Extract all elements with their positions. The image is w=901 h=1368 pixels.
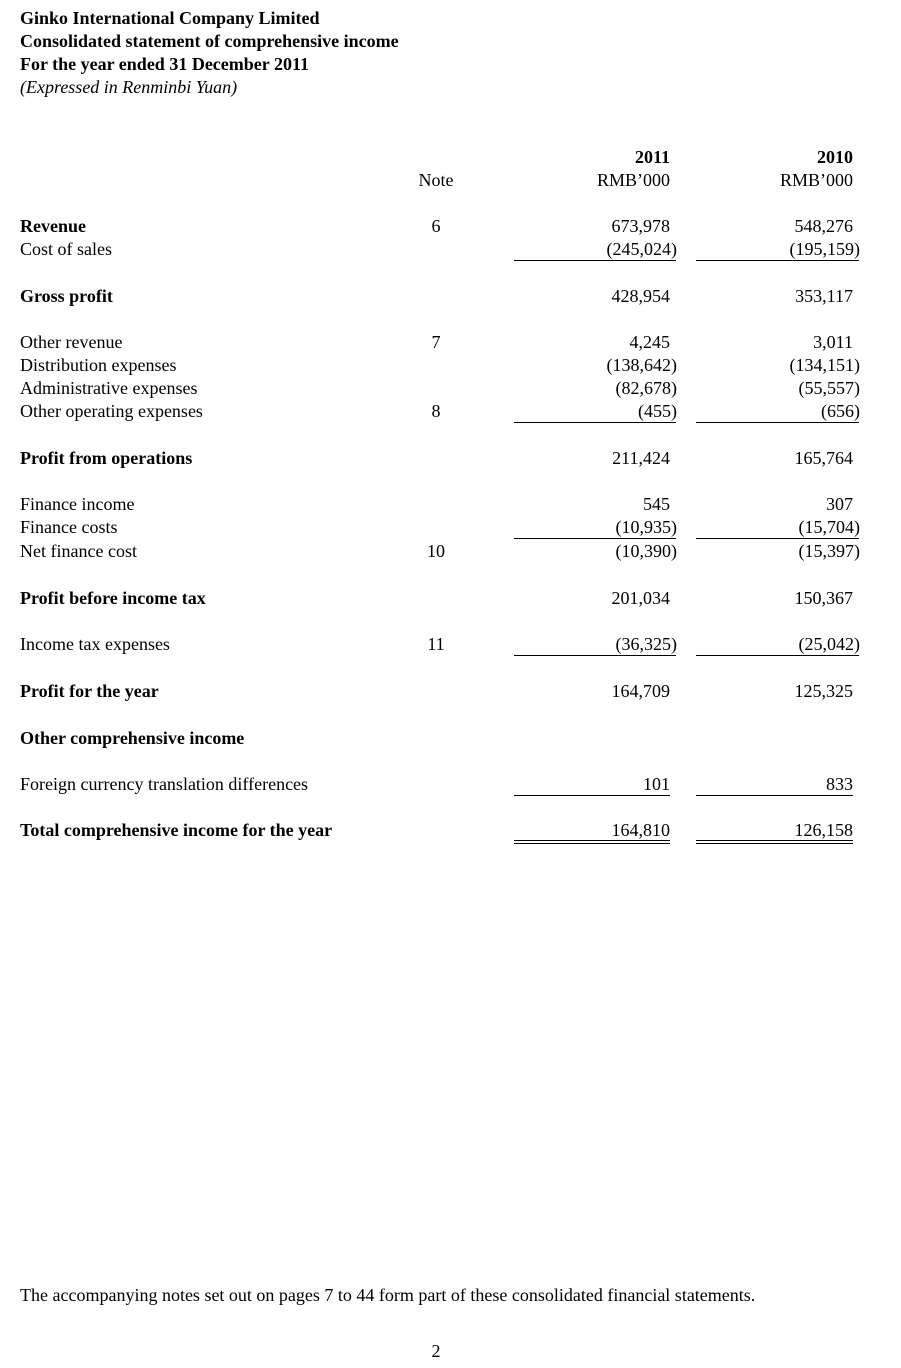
row-cost-of-sales — [0, 238, 901, 261]
row-profit-before-tax — [0, 587, 901, 610]
row-label: Profit from operations — [20, 448, 193, 468]
value-2011: 4,245 — [629, 332, 670, 352]
value-2010: (55,557) — [798, 378, 860, 398]
row-distribution-expenses — [0, 354, 901, 377]
value-2011: (10,390) — [615, 541, 677, 561]
value-2010: 353,117 — [795, 286, 853, 306]
column-unit-2011: RMB’000 — [596, 170, 670, 190]
subtotal-rule — [696, 260, 859, 261]
value-2010: (134,151) — [789, 355, 860, 375]
row-income-tax — [0, 633, 901, 656]
column-note: Note — [418, 170, 454, 190]
subtotal-rule — [696, 795, 853, 796]
row-label: Administrative expenses — [20, 378, 198, 398]
column-unit-2010: RMB’000 — [779, 170, 853, 190]
currency-note: (Expressed in Renminbi Yuan) — [20, 77, 238, 97]
row-profit-for-year — [0, 680, 901, 703]
footer-note: The accompanying notes set out on pages 7 to 44 form part of these consolidated financial statements. — [20, 1285, 756, 1305]
value-2011: 164,709 — [611, 681, 670, 701]
total-double-rule — [696, 840, 853, 841]
row-revenue — [0, 215, 901, 238]
row-administrative-expenses — [0, 377, 901, 400]
value-2010: 165,764 — [794, 448, 853, 468]
row-other-comprehensive-income-heading — [0, 727, 901, 750]
value-2010: 126,158 — [794, 820, 853, 840]
subtotal-rule — [514, 422, 676, 423]
value-2011: 545 — [643, 494, 670, 514]
total-double-rule — [514, 843, 670, 844]
row-other-operating-expenses — [0, 400, 901, 423]
value-2010: (15,397) — [798, 541, 860, 561]
row-other-revenue — [0, 331, 901, 354]
row-label: Net finance cost — [20, 541, 137, 561]
row-label: Distribution expenses — [20, 355, 177, 375]
row-gross-profit — [0, 285, 901, 308]
value-2010: (195,159) — [789, 239, 860, 259]
row-total-comprehensive-income — [0, 819, 901, 842]
row-label: Total comprehensive income for the year — [20, 820, 333, 840]
value-2010: (25,042) — [798, 634, 860, 654]
statement-title: Consolidated statement of comprehensive income — [20, 31, 399, 51]
value-2011: 211,424 — [612, 448, 670, 468]
row-label: Other comprehensive income — [20, 728, 245, 748]
value-2011: 673,978 — [611, 216, 670, 236]
value-2010: (15,704) — [798, 517, 860, 537]
row-label: Profit before income tax — [20, 588, 206, 608]
row-note: 7 — [431, 332, 441, 352]
row-profit-from-operations — [0, 447, 901, 470]
subtotal-rule — [514, 538, 676, 539]
value-2010: 3,011 — [813, 332, 853, 352]
column-year-2011: 2011 — [634, 147, 670, 167]
value-2010: (656) — [821, 401, 860, 421]
row-note: 8 — [431, 401, 441, 421]
value-2010: 125,325 — [794, 681, 853, 701]
subtotal-rule — [696, 422, 859, 423]
row-note: 10 — [427, 541, 445, 561]
value-2011: (36,325) — [615, 634, 677, 654]
row-finance-costs — [0, 516, 901, 539]
row-label: Revenue — [20, 216, 86, 236]
value-2011: 101 — [643, 774, 670, 794]
statement-period: For the year ended 31 December 2011 — [20, 54, 309, 74]
value-2011: (82,678) — [615, 378, 677, 398]
row-label: Cost of sales — [20, 239, 112, 259]
value-2011: (455) — [638, 401, 677, 421]
value-2011: (10,935) — [615, 517, 677, 537]
page-number: 2 — [431, 1341, 441, 1361]
row-label: Finance costs — [20, 517, 118, 537]
row-finance-income — [0, 493, 901, 516]
row-label: Income tax expenses — [20, 634, 170, 654]
row-label: Profit for the year — [20, 681, 159, 701]
value-2010: 307 — [826, 494, 853, 514]
subtotal-rule — [514, 795, 670, 796]
row-label: Other revenue — [20, 332, 123, 352]
value-2011: 201,034 — [611, 588, 670, 608]
subtotal-rule — [514, 655, 676, 656]
row-note: 11 — [427, 634, 445, 654]
value-2010: 833 — [826, 774, 853, 794]
row-note: 6 — [431, 216, 441, 236]
row-label: Finance income — [20, 494, 135, 514]
row-label: Other operating expenses — [20, 401, 203, 421]
column-year-2010: 2010 — [817, 147, 853, 167]
subtotal-rule — [696, 655, 859, 656]
row-fx-translation — [0, 773, 901, 796]
row-label: Gross profit — [20, 286, 113, 306]
subtotal-rule — [514, 260, 676, 261]
value-2011: 164,810 — [611, 820, 670, 840]
value-2011: (138,642) — [606, 355, 677, 375]
subtotal-rule — [696, 538, 859, 539]
total-double-rule — [514, 840, 670, 841]
company-name: Ginko International Company Limited — [20, 8, 320, 28]
value-2010: 150,367 — [794, 588, 853, 608]
value-2011: 428,954 — [611, 286, 670, 306]
row-label: Foreign currency translation differences — [20, 774, 309, 794]
total-double-rule — [696, 843, 853, 844]
value-2011: (245,024) — [606, 239, 677, 259]
row-net-finance-cost — [0, 540, 901, 563]
value-2010: 548,276 — [794, 216, 853, 236]
